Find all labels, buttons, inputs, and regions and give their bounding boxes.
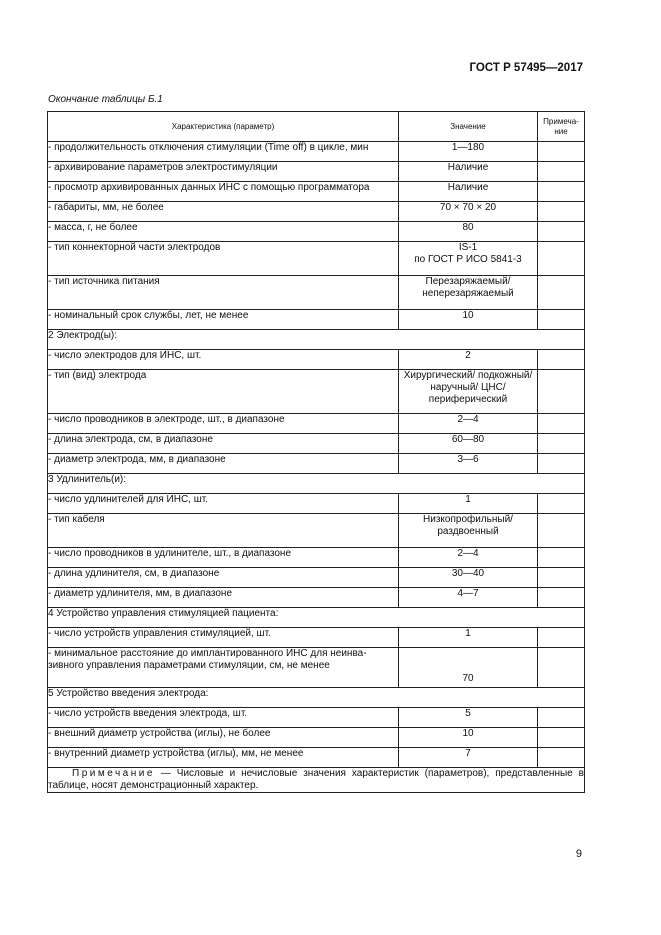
param-cell: - внешний диаметр устройства (иглы), не более: [48, 728, 399, 748]
param-cell: - номинальный срок службы, лет, не менее: [48, 310, 399, 330]
section-row: [48, 474, 585, 494]
note-cell: [538, 548, 585, 568]
table-row: [48, 548, 585, 568]
section-row: [48, 330, 585, 350]
param-cell: - тип (вид) электрода: [48, 370, 399, 414]
table-row: [48, 748, 585, 768]
table-row: [48, 276, 585, 310]
note-cell: [538, 588, 585, 608]
value-cell: IS-1 по ГОСТ Р ИСО 5841-3: [399, 242, 538, 276]
param-cell: - тип коннекторной части электродов: [48, 242, 399, 276]
table-row: [48, 708, 585, 728]
table-header-row: [48, 112, 585, 142]
value-cell: Наличие: [399, 162, 538, 182]
value-cell: 5: [399, 708, 538, 728]
table-caption: Окончание таблицы Б.1: [48, 94, 163, 105]
note-cell: [538, 748, 585, 768]
value-cell: 2—4: [399, 414, 538, 434]
spec-table: [47, 111, 585, 793]
value-cell: 80: [399, 222, 538, 242]
table-note: [48, 768, 585, 793]
param-cell: - архивирование параметров электростимуляции: [48, 162, 399, 182]
param-cell: - число электродов для ИНС, шт.: [48, 350, 399, 370]
param-cell: - число устройств управления стимуляцией, шт.: [48, 628, 399, 648]
param-cell: - диаметр электрода, мм, в диапазоне: [48, 454, 399, 474]
note-cell: [538, 434, 585, 454]
value-cell: 70 × 70 × 20: [399, 202, 538, 222]
param-cell: - продолжительность отключения стимуляции (Time off) в цикле, мин: [48, 142, 399, 162]
section-title: 5 Устройство введения электрода:: [48, 688, 585, 708]
param-cell: - тип кабеля: [48, 514, 399, 548]
value-cell: 4—7: [399, 588, 538, 608]
section-title: 4 Устройство управления стимуляцией пациента:: [48, 608, 585, 628]
param-cell: - число устройств введения электрода, шт.: [48, 708, 399, 728]
value-cell: 1—180: [399, 142, 538, 162]
note-cell: [538, 162, 585, 182]
table-row: [48, 588, 585, 608]
note-cell: [538, 648, 585, 688]
table-row: [48, 648, 585, 688]
note-cell: [538, 350, 585, 370]
param-cell: - габариты, мм, не более: [48, 202, 399, 222]
note-cell: [538, 276, 585, 310]
section-title: 2 Электрод(ы):: [48, 330, 585, 350]
note-label: Примечание: [72, 768, 155, 779]
table-row: [48, 162, 585, 182]
table-row: [48, 568, 585, 588]
value-cell: 2—4: [399, 548, 538, 568]
note-cell: [538, 494, 585, 514]
col-header-value: Значение: [399, 112, 538, 142]
table-row: [48, 142, 585, 162]
table-row: [48, 202, 585, 222]
note-cell: [538, 222, 585, 242]
value-cell: 10: [399, 728, 538, 748]
value-cell: 30—40: [399, 568, 538, 588]
table-row: [48, 310, 585, 330]
value-cell: 7: [399, 748, 538, 768]
table-row: [48, 494, 585, 514]
value-cell: 1: [399, 628, 538, 648]
value-cell: 60—80: [399, 434, 538, 454]
note-cell: [538, 310, 585, 330]
table-row: [48, 182, 585, 202]
value-cell: Низкопрофильный/ раздвоенный: [399, 514, 538, 548]
value-cell: 10: [399, 310, 538, 330]
value-cell: 3—6: [399, 454, 538, 474]
table-row: [48, 242, 585, 276]
note-cell: [538, 708, 585, 728]
param-cell: - диаметр удлинителя, мм, в диапазоне: [48, 588, 399, 608]
document-code: ГОСТ Р 57495—2017: [469, 62, 583, 74]
value-cell: 2: [399, 350, 538, 370]
table-row: [48, 414, 585, 434]
note-row: [48, 768, 585, 793]
col-header-note: Примеча- ние: [538, 112, 585, 142]
param-cell: - число проводников в электроде, шт., в диапазоне: [48, 414, 399, 434]
note-cell: [538, 242, 585, 276]
table-row: [48, 454, 585, 474]
note-cell: [538, 414, 585, 434]
note-cell: [538, 370, 585, 414]
note-cell: [538, 142, 585, 162]
param-cell: - длина удлинителя, см, в диапазоне: [48, 568, 399, 588]
section-row: [48, 608, 585, 628]
table-body: [48, 142, 585, 768]
table-row: [48, 350, 585, 370]
value-cell: 1: [399, 494, 538, 514]
table-row: [48, 514, 585, 548]
note-cell: [538, 182, 585, 202]
param-cell: - минимальное расстояние до имплантированного ИНС для неинва- зивного управления параметрами стимуляции, см, не менее: [48, 648, 399, 688]
value-cell: Хирургический/ подкожный/ наручный/ ЦНС/ периферический: [399, 370, 538, 414]
table-row: [48, 370, 585, 414]
param-cell: - длина электрода, см, в диапазоне: [48, 434, 399, 454]
table-row: [48, 728, 585, 748]
note-cell: [538, 728, 585, 748]
table-row: [48, 222, 585, 242]
section-title: 3 Удлинитель(и):: [48, 474, 585, 494]
note-cell: [538, 628, 585, 648]
param-cell: - число проводников в удлинителе, шт., в диапазоне: [48, 548, 399, 568]
param-cell: - число удлинителей для ИНС, шт.: [48, 494, 399, 514]
note-cell: [538, 202, 585, 222]
col-header-param: Характеристика (параметр): [48, 112, 399, 142]
table-row: [48, 434, 585, 454]
table-row: [48, 628, 585, 648]
page-number: 9: [575, 848, 582, 860]
note-cell: [538, 514, 585, 548]
note-cell: [538, 454, 585, 474]
section-row: [48, 688, 585, 708]
value-cell: Наличие: [399, 182, 538, 202]
note-text: — Числовые и нечисловые значения характеристик (параметров), представленные в таблице, носят демонстрационный характер.: [48, 768, 584, 791]
param-cell: - просмотр архивированных данных ИНС с помощью программатора: [48, 182, 399, 202]
param-cell: - тип источника питания: [48, 276, 399, 310]
value-cell: 70: [399, 648, 538, 688]
param-cell: - масса, г, не более: [48, 222, 399, 242]
note-cell: [538, 568, 585, 588]
value-cell: Перезаряжаемый/ неперезаряжаемый: [399, 276, 538, 310]
param-cell: - внутренний диаметр устройства (иглы), мм, не менее: [48, 748, 399, 768]
